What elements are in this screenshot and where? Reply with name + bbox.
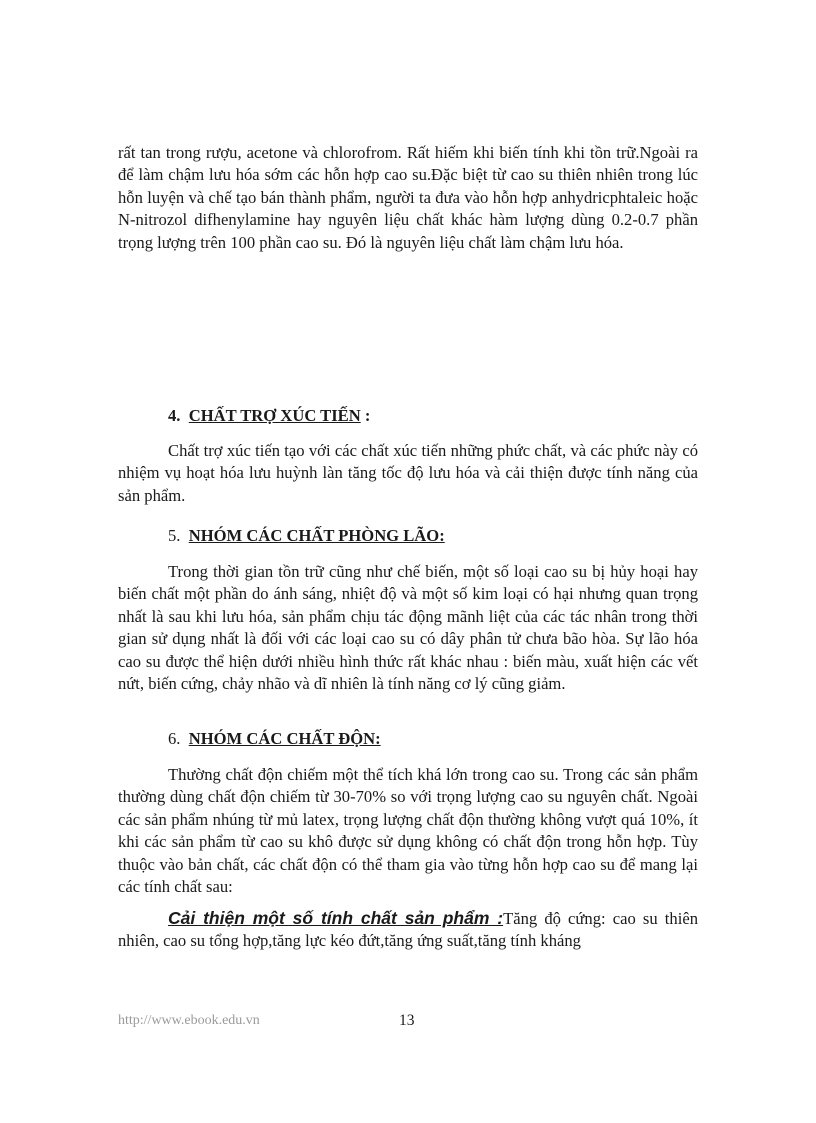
section-heading-4 [168, 405, 370, 427]
section-heading-5 [168, 525, 445, 547]
section-number: 5. [168, 526, 181, 545]
section-number: 4. [168, 406, 181, 425]
paragraph-text: Tăng độ cứng: cao su thiên nhiên, cao su tổng hợp,tăng lực kéo đứt,tăng ứng suất,tăng tính kháng [118, 909, 698, 951]
section-number: 6. [168, 729, 181, 748]
footer-url: http://www.ebook.edu.vn [118, 1013, 260, 1028]
paragraph-antioxidants: Trong thời gian tồn trữ cũng như chế biến, một số loại cao su bị hủy hoại hay biến chất một phần do ánh sáng, nhiệt độ và một số kim loại có hại nhưng quan trọng nhất là sau khi lưu hóa, sản phẩm chịu tác động mãnh liệt của các tác nhân trong thời gian sử dụng nhất là đối với các loại cao su có dây phân tử chưa bão hòa. Sự lão hóa cao su được thể hiện dưới nhiều hình thức rất khác nhau : biến màu, xuất hiện các vết nứt, biến cứng, chảy nhão và dĩ nhiên là tính năng cơ lý cũng giảm. [118, 562, 698, 694]
section-title: NHÓM CÁC CHẤT PHÒNG LÃO: [188, 526, 445, 545]
paragraph-fillers: Thường chất độn chiếm một thể tích khá lớn trong cao su. Trong các sản phẩm thường dùng chất độn chiếm từ 30-70% so với trọng lượng cao su nguyên chất. Ngoài các sản phẩm nhúng từ mủ latex, trọng lượng chất độn thường không vượt quá 10%, ít khi các sản phẩm từ cao su khô được sử dụng không có chất độn trong hỗn hợp. Tùy thuộc vào bản chất, các chất độn có thể tham gia vào từng hỗn hợp cao su để mang lại các tính chất sau: [118, 765, 698, 897]
section-title: NHÓM CÁC CHẤT ĐỘN: [188, 729, 381, 748]
paragraph-filler-benefits [118, 907, 698, 953]
section-heading-6 [168, 728, 381, 750]
section-title: CHẤT TRỢ XÚC TIẾN [188, 406, 361, 425]
emphasis-lead: Cải thiện một số tính chất sản phẩm : [168, 908, 504, 928]
section-title-suffix: : [360, 406, 371, 425]
page-number: 13 [399, 1012, 415, 1029]
paragraph-accelerator-aid: Chất trợ xúc tiến tạo với các chất xúc tiến những phức chất, và các phức này có nhiệm vụ hoạt hóa lưu huỳnh làn tăng tốc độ lưu hóa và cải thiện được tính năng của sản phẩm. [118, 441, 698, 505]
paragraph-retarder-end: rất tan trong rượu, acetone và chlorofrom. Rất hiếm khi biến tính khi tồn trữ.Ngoài ra để làm chậm lưu hóa sớm các hỗn hợp cao su.Đặc biệt từ cao su thiên nhiên trong lúc hỗn luyện và chế tạo bán thành phẩm, người ta đưa vào hỗn hợp anhydricphtaleic hoặc N-nitrozol difhenylamine hay nguyên liệu chất khác hàm lượng dùng 0.2-0.7 phần trọng lượng trên 100 phần cao su. Đó là nguyên liệu chất làm chậm lưu hóa. [118, 143, 698, 252]
